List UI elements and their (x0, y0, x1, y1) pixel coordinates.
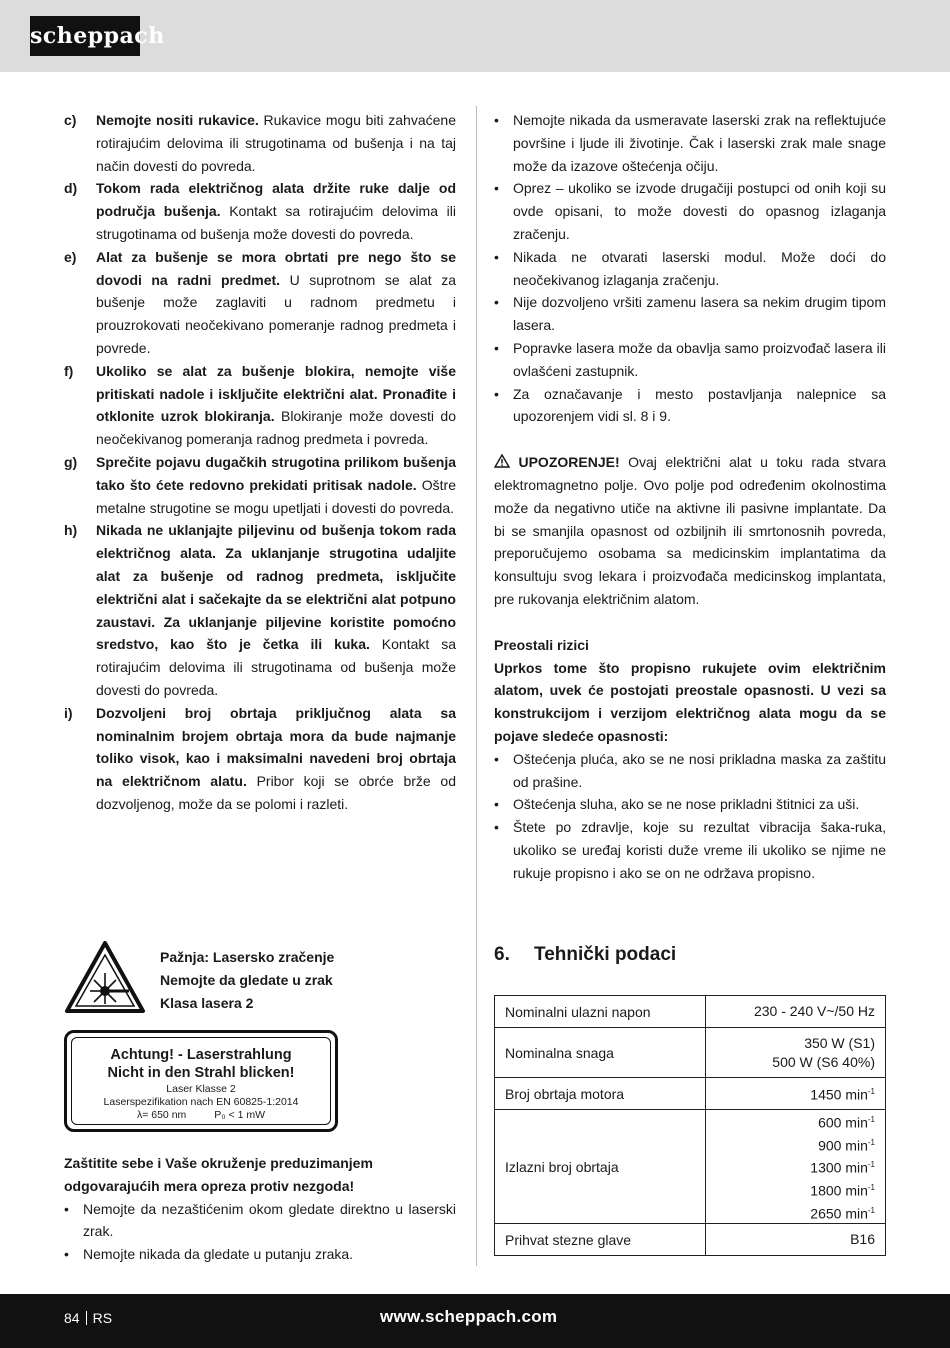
plate-power: P₀ < 1 mW (214, 1109, 266, 1121)
laser-warning-line3: Klasa lasera 2 (160, 994, 254, 1011)
column-divider (476, 106, 477, 1266)
safety-item-f: f) Ukoliko se alat za bušenje blokira, nemojte više pritiskati nadole i isključite električni alat. Pronađite i otklonite uzrok blokiranja. Blokiranje može dovesti do neočekivanog pomeranja radnog predmeta i povreda. (64, 362, 456, 448)
protection-heading: Zaštitite sebe i Vaše okruženje preduzimanjem odgovarajućih mera opreza protiv nezgoda! (64, 1155, 373, 1194)
list-item: • Nikada ne otvarati laserski modul. Može doći do neočekivanog izlaganja zračenju. (494, 248, 886, 288)
safety-item-h: h) Nikada ne uklanjajte piljevinu od bušenja tokom rada električnog alata. Za uklanjanje strugotina udaljite alat za bušenje od radnog predmeta, isključite električni alat i sačekajte da se električni alat potpuno zaustavi. Za uklanjanje piljevine koristite pomoćno sredstvo, kao što je četka ili kuka. Kontakt sa rotirajućim delovima ili strugotinama od bušenja može dovesti do povreda. (64, 522, 456, 698)
page-footer (0, 1294, 950, 1348)
list-item: • Popravke lasera može da obavlja samo proizvođač lasera ili ovlašćeni zastupnik. (494, 339, 886, 379)
technical-data-table (494, 995, 886, 1256)
section-heading: 6. Tehnički podaci (494, 944, 677, 965)
laser-warning-line1: Pažnja: Lasersko zračenje (160, 949, 335, 965)
page-header (0, 0, 950, 72)
warning-triangle-icon (494, 454, 510, 468)
safety-item-c: c) Nemojte nositi rukavice. Rukavice mogu biti zahvaćene rotirajućim delovima ili strugotinama od bušenja i na taj način dovesti do povreda. (64, 112, 456, 174)
laser-label-plate (64, 1030, 338, 1132)
plate-wavelength: λ= 650 nm (136, 1109, 187, 1121)
warning-label: UPOZORENJE! (518, 454, 620, 471)
list-item: • Nemojte nikada da usmeravate laserski zrak na reflektujuće površine i ljude ili životinje. Čak i laserski zrak male snage može da izazove oštećenja očiju. (494, 112, 886, 174)
laser-warning-line2: Nemojte da gledate u zrak (160, 971, 333, 988)
left-column (64, 109, 456, 816)
website-link[interactable]: www.scheppach.com (380, 1307, 558, 1326)
laser-warning (64, 938, 456, 1018)
safety-item-i: i) Dozvoljeni broj obrtaja priključnog alata sa nominalnim brojem obrtaja mora da bude najmanje toliko visok, kao i maksimalni navedeni broj obrtaja na električnom alatu. Pribor koji se obrće brže od dozvoljenog, može da se polomi i razleti. (64, 704, 456, 812)
list-item: • Nemojte nikada da gledate u putanju zraka. (64, 1246, 354, 1263)
residual-risks-title: Preostali rizici (494, 636, 589, 653)
residual-risks-intro: Uprkos tome što propisno rukujete ovim električnim alatom, uvek će postojati preostale opasnosti. U vezi sa konstrukcijom i verzijom električnog alata mogu da se pojave sledeće opasnosti: (494, 659, 886, 744)
safety-item-e: e) Alat za bušenje se mora obrtati pre nego što se dovodi na radni predmet. U suprotnom se alat za bušenje može zaglaviti u radnom predmetu i prouzrokovati neočekivano pomeranje radnog predmeta i povrede. (64, 248, 456, 356)
table-row: Izlazni broj obrtaja 600 $\min^{-1}$ 900 $\min^{-1}$ 1300 $\min^{-1}$ 1800 $\min^{-1}$ 2650 $\min^{-1}$ (495, 1110, 886, 1224)
plate-line3: Laser Klasse 2 (166, 1083, 236, 1095)
table-row: Nominalni ulazni napon 230 - 240 V~/50 Hz (495, 996, 886, 1028)
plate-line2: Nicht in den Strahl blicken! (107, 1065, 295, 1081)
protection-section (64, 1152, 456, 1266)
table-row: Nominalna snaga 350 W (S1) 500 W (S6 40%) (495, 1028, 886, 1078)
safety-item-g: g) Sprečite pojavu dugačkih strugotina prilikom bušenja tako što ćete redovno prekidati pritisak nadole. Oštre metalne strugotine se mogu upetljati i dovesti do povreda. (64, 453, 456, 516)
table-row: Prihvat stezne glave B16 (495, 1224, 886, 1256)
scheppach-logo: scheppach (30, 16, 140, 56)
emf-warning: UPOZORENJE! Ovaj električni alat u toku rada stvara elektromagnetno polje. Ovo polje pod određenim okolnostima može da negativno utiče na aktivne ili pasivne implantate. Da bi se smanjila opasnost od ozbiljnih ili smrtonosnih povreda, preporučujemo osobama sa medicinskim implantatima da konsultuju svog lekara i proizvođača medicinskog implantata, pre rukovanja električnim alatom. (494, 454, 886, 607)
list-item: • Oštećenja sluha, ako se ne nose prikladni štitnici za uši. (494, 796, 860, 813)
table-row: Broj obrtaja motora 1450 $\min^{-1}$ (495, 1078, 886, 1110)
plate-line4: Laserspezifikation nach EN 60825-1:2014 (103, 1096, 299, 1108)
plate-line1: Achtung! - Laserstrahlung (110, 1047, 292, 1063)
list-item: • Oštećenja pluća, ako se ne nosi prikladna maska za zaštitu od prašine. (494, 750, 886, 790)
list-item: • Nije dozvoljeno vršiti zamenu lasera sa nekim drugim tipom lasera. (494, 294, 886, 334)
right-column (494, 109, 886, 885)
safety-item-d: d) Tokom rada električnog alata držite ruke dalje od područja bušenja. Kontakt sa rotirajućim delovima ili strugotinama od bušenja može dovesti do povreda. (64, 180, 456, 242)
list-item: • Nemojte da nezaštićenim okom gledate direktno u laserski zrak. (64, 1200, 456, 1240)
list-item: • Za označavanje i mesto postavljanja nalepnice sa upozorenjem vidi sl. 8 i 9. (494, 385, 886, 425)
page-number: 84 RS (64, 1310, 113, 1326)
laser-hazard-icon (64, 940, 146, 1014)
list-item: • Oprez – ukoliko se izvode drugačiji postupci od onih koji su ovde opisani, to može dovesti do opasnog izlaganja zračenju. (494, 180, 886, 242)
list-item: • Štete po zdravlje, koje su rezultat vibracija šaka-ruka, ukoliko se uređaj koristi duže vreme ili ukoliko se njime ne rukuje propisno i ako se on ne održava propisno. (494, 819, 886, 881)
